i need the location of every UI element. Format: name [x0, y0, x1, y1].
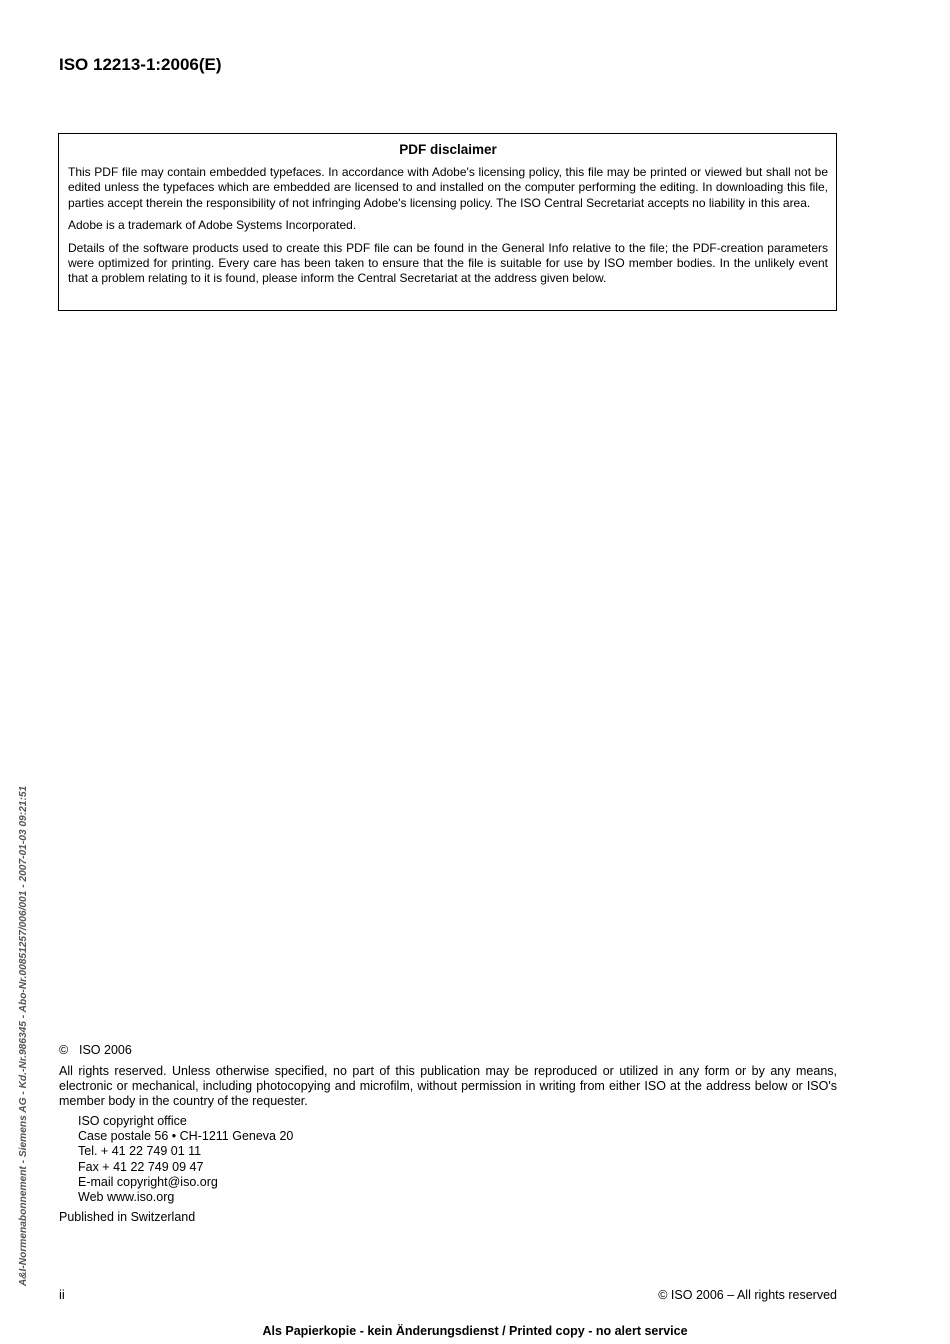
copyright-notice — [59, 1043, 837, 1225]
footer-copyright: © ISO 2006 – All rights reserved — [658, 1288, 837, 1302]
published-location: Published in Switzerland — [59, 1210, 196, 1225]
copyright-year: ISO 2006 — [79, 1043, 132, 1057]
document-id-heading: ISO 12213-1:2006(E) — [59, 55, 222, 74]
disclaimer-title: PDF disclaimer — [399, 142, 497, 157]
page-number: ii — [59, 1287, 65, 1302]
pdf-disclaimer-box — [58, 133, 837, 311]
print-copy-banner: Als Papierkopie - kein Änderungsdienst / Printed copy - no alert service — [262, 1324, 688, 1338]
copyright-symbol: © — [59, 1043, 69, 1057]
address-line: Case postale 56 • CH-1211 Geneva 20 — [78, 1129, 294, 1144]
rights-statement: All rights reserved. Unless otherwise specified, no part of this publication may be reproduced or utilized in any form or by any means, electronic or mechanical, including photocopying and microfilm, without permission in writing from either ISO at the address below or ISO's member body in the country of the requester. — [59, 1064, 837, 1108]
disclaimer-paragraph: Details of the software products used to create this PDF file can be found in the General Info relative to the file; the PDF-creation parameters were optimized for printing. Every care has been taken to ensure that the file is suitable for use by ISO member bodies. In the unlikely event that a problem relating to it is found, please inform the Central Secretariat at the address given below. — [68, 240, 828, 286]
address-line: Tel. + 41 22 749 01 11 — [78, 1144, 202, 1159]
address-line: Web www.iso.org — [78, 1190, 175, 1205]
copyright-year-line — [59, 1043, 837, 1058]
copyright-office-address — [78, 1114, 837, 1205]
address-line: ISO copyright office — [78, 1114, 187, 1128]
disclaimer-paragraph: Adobe is a trademark of Adobe Systems Incorporated. — [68, 218, 357, 233]
disclaimer-paragraph: This PDF file may contain embedded typefaces. In accordance with Adobe's licensing policy, this file may be printed or viewed but shall not be edited unless the typefaces which are embedded are licensed to and installed on the computer performing the editing. In downloading this file, parties accept therein the responsibility of not infringing Adobe's licensing policy. The ISO Central Secretariat accepts no liability in this area. — [68, 165, 828, 210]
address-line: E-mail copyright@iso.org — [78, 1174, 218, 1189]
subscription-stamp: A&I-Normenabonnement - Siemens AG - Kd.-Nr.986345 - Abo-Nr.00851257/006/001 - 2007-01-03 09:21:51 — [18, 785, 29, 1287]
address-line: Fax + 41 22 749 09 47 — [78, 1159, 204, 1174]
